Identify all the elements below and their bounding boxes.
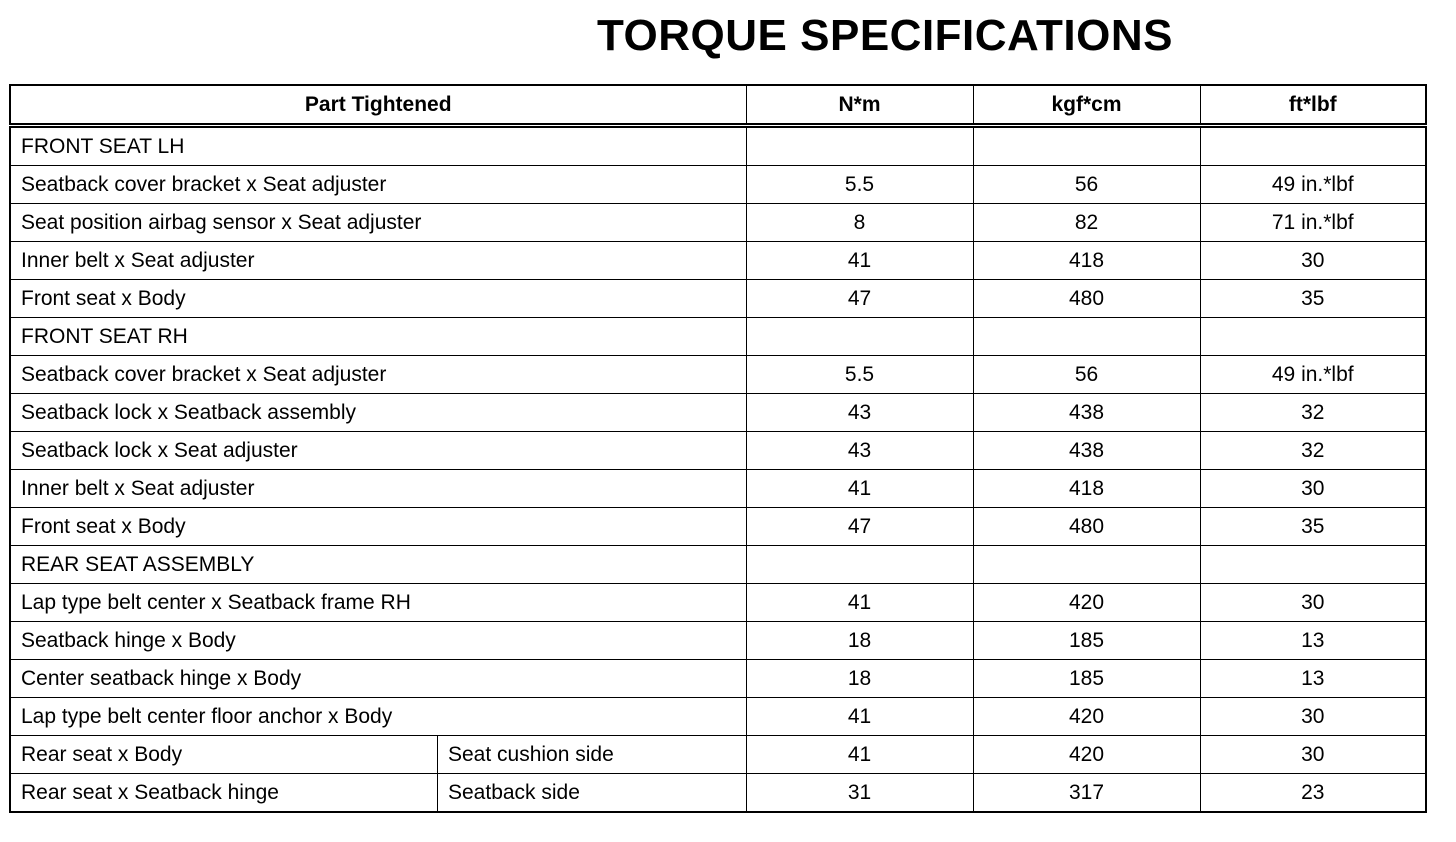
kgf-cm-cell: 420: [973, 584, 1200, 622]
part-cell: Seatback hinge x Body: [10, 622, 746, 660]
ft-lbf-cell: [1200, 546, 1426, 584]
table-row: [10, 508, 1426, 546]
part-cell: Inner belt x Seat adjuster: [10, 470, 746, 508]
ft-lbf-cell: 23: [1200, 774, 1426, 813]
part-name: Rear seat x Seatback hinge: [11, 774, 438, 811]
ft-lbf-cell: 30: [1200, 242, 1426, 280]
kgf-cm-cell: 56: [973, 166, 1200, 204]
ft-lbf-cell: 35: [1200, 508, 1426, 546]
table-row: [10, 546, 1426, 584]
part-split: [11, 736, 746, 773]
nm-cell: 18: [746, 622, 973, 660]
torque-spec-table: [9, 84, 1427, 813]
part-cell: Center seatback hinge x Body: [10, 660, 746, 698]
kgf-cm-cell: [973, 546, 1200, 584]
ft-lbf-cell: 71 in.*lbf: [1200, 204, 1426, 242]
table-row: [10, 584, 1426, 622]
table-row: [10, 126, 1426, 166]
table-row: [10, 280, 1426, 318]
part-cell: Lap type belt center floor anchor x Body: [10, 698, 746, 736]
part-cell: Front seat x Body: [10, 508, 746, 546]
kgf-cm-cell: [973, 318, 1200, 356]
nm-cell: 43: [746, 394, 973, 432]
part-cell: FRONT SEAT RH: [10, 318, 746, 356]
nm-cell: 5.5: [746, 166, 973, 204]
kgf-cm-cell: 438: [973, 394, 1200, 432]
nm-cell: 41: [746, 698, 973, 736]
header-row: [10, 85, 1426, 126]
ft-lbf-cell: 32: [1200, 432, 1426, 470]
part-cell: Front seat x Body: [10, 280, 746, 318]
kgf-cm-cell: 418: [973, 242, 1200, 280]
kgf-cm-cell: 56: [973, 356, 1200, 394]
kgf-cm-cell: 480: [973, 508, 1200, 546]
table-row: [10, 318, 1426, 356]
nm-cell: 41: [746, 470, 973, 508]
part-cell: Seatback lock x Seat adjuster: [10, 432, 746, 470]
table-row: [10, 736, 1426, 774]
ft-lbf-cell: 30: [1200, 470, 1426, 508]
ft-lbf-cell: 49 in.*lbf: [1200, 166, 1426, 204]
table-row: [10, 356, 1426, 394]
ft-lbf-cell: 13: [1200, 622, 1426, 660]
nm-cell: 41: [746, 736, 973, 774]
kgf-cm-cell: 480: [973, 280, 1200, 318]
ft-lbf-cell: 35: [1200, 280, 1426, 318]
table-row: [10, 204, 1426, 242]
nm-cell: 18: [746, 660, 973, 698]
nm-cell: 8: [746, 204, 973, 242]
part-cell: REAR SEAT ASSEMBLY: [10, 546, 746, 584]
ft-lbf-cell: [1200, 126, 1426, 166]
part-cell: [10, 774, 746, 813]
table-row: [10, 166, 1426, 204]
nm-cell: 41: [746, 242, 973, 280]
kgf-cm-cell: 418: [973, 470, 1200, 508]
nm-cell: 47: [746, 280, 973, 318]
kgf-cm-cell: 185: [973, 622, 1200, 660]
ft-lbf-cell: 49 in.*lbf: [1200, 356, 1426, 394]
kgf-cm-cell: 420: [973, 736, 1200, 774]
table-row: [10, 432, 1426, 470]
nm-cell: [746, 546, 973, 584]
ft-lbf-cell: 30: [1200, 698, 1426, 736]
table-row: [10, 470, 1426, 508]
part-subcondition: Seat cushion side: [448, 743, 614, 766]
kgf-cm-cell: 438: [973, 432, 1200, 470]
nm-cell: 5.5: [746, 356, 973, 394]
kgf-cm-cell: 317: [973, 774, 1200, 813]
part-split: [11, 774, 746, 811]
kgf-cm-cell: 185: [973, 660, 1200, 698]
part-cell: Seatback cover bracket x Seat adjuster: [10, 166, 746, 204]
table-row: [10, 698, 1426, 736]
header-part-tightened: Part Tightened: [10, 85, 746, 126]
nm-cell: 47: [746, 508, 973, 546]
header-kgf-cm: kgf*cm: [973, 85, 1200, 126]
kgf-cm-cell: [973, 126, 1200, 166]
part-name: Rear seat x Body: [11, 736, 438, 773]
part-cell: Seatback cover bracket x Seat adjuster: [10, 356, 746, 394]
nm-cell: [746, 126, 973, 166]
header-ft-lbf: ft*lbf: [1200, 85, 1426, 126]
ft-lbf-cell: 13: [1200, 660, 1426, 698]
nm-cell: [746, 318, 973, 356]
nm-cell: 43: [746, 432, 973, 470]
part-cell: Seat position airbag sensor x Seat adjuster: [10, 204, 746, 242]
table-row: [10, 622, 1426, 660]
table-row: [10, 774, 1426, 813]
part-subcondition: Seatback side: [448, 781, 580, 804]
table-row: [10, 394, 1426, 432]
table-row: [10, 660, 1426, 698]
table-body: [10, 126, 1426, 813]
kgf-cm-cell: 82: [973, 204, 1200, 242]
kgf-cm-cell: 420: [973, 698, 1200, 736]
ft-lbf-cell: 30: [1200, 584, 1426, 622]
header-nm: N*m: [746, 85, 973, 126]
ft-lbf-cell: 32: [1200, 394, 1426, 432]
nm-cell: 41: [746, 584, 973, 622]
part-cell: Seatback lock x Seatback assembly: [10, 394, 746, 432]
page-title: TORQUE SPECIFICATIONS: [596, 11, 1174, 60]
ft-lbf-cell: 30: [1200, 736, 1426, 774]
ft-lbf-cell: [1200, 318, 1426, 356]
part-cell: FRONT SEAT LH: [10, 126, 746, 166]
part-cell: Inner belt x Seat adjuster: [10, 242, 746, 280]
part-cell: Lap type belt center x Seatback frame RH: [10, 584, 746, 622]
table-row: [10, 242, 1426, 280]
part-cell: [10, 736, 746, 774]
nm-cell: 31: [746, 774, 973, 813]
